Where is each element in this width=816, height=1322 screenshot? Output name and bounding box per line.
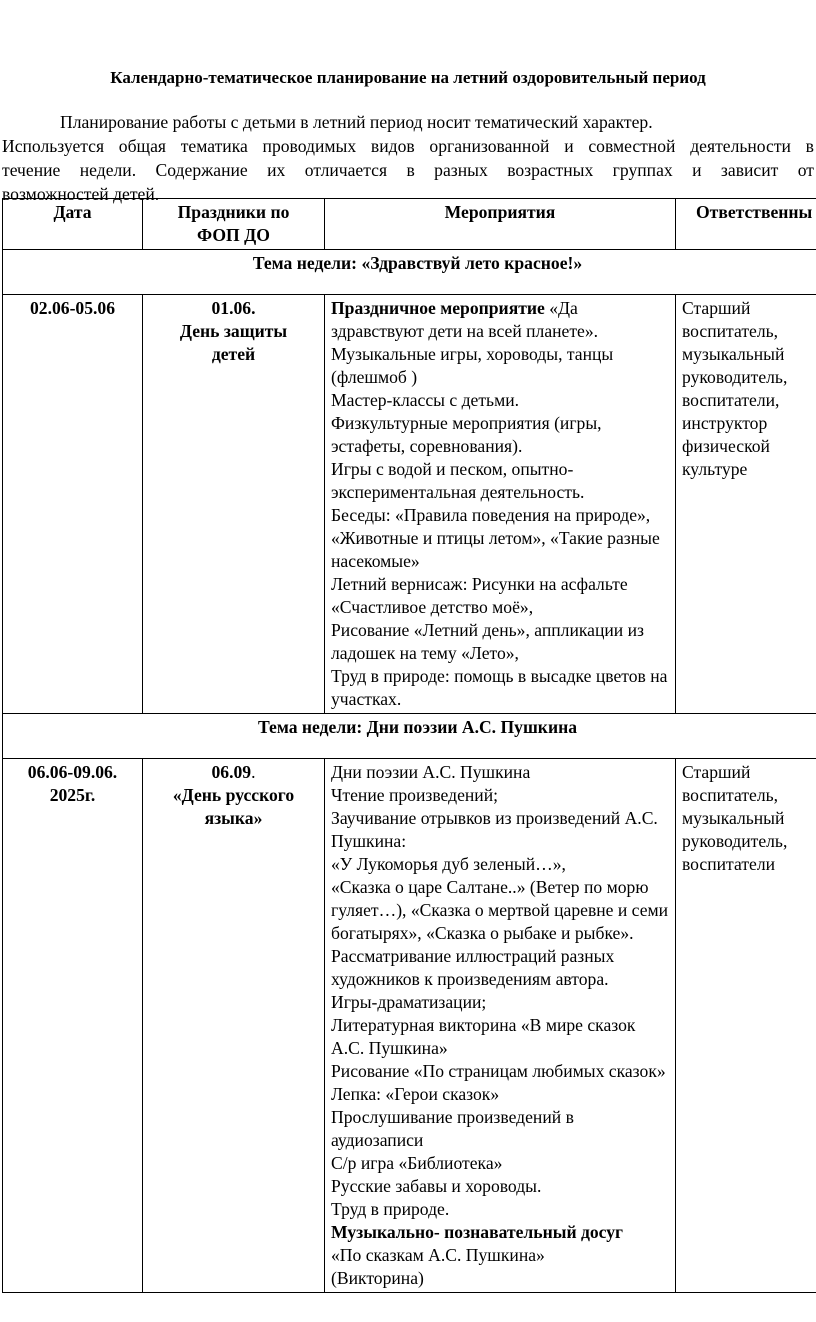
event-item: Труд в природе: помощь в высадке цветов на участках.: [331, 666, 668, 709]
week-theme: [3, 250, 816, 295]
event-item: Дни поэзии А.С. Пушкина: [331, 762, 531, 782]
date-line: 06.06-09.06.: [27, 762, 118, 782]
row-responsible: [676, 295, 816, 714]
row-events: [325, 295, 676, 714]
event-item: Труд в природе.: [331, 1199, 450, 1219]
responsible-line: физической: [682, 436, 770, 456]
event-text: «Да здравствуют дети на всей планете».: [331, 298, 599, 341]
event-item: «По сказкам А.С. Пушкина»: [331, 1245, 545, 1265]
holiday-date-dot: .: [251, 762, 256, 782]
intro-line: возможностей детей.: [2, 184, 160, 204]
event-bold: Праздничное мероприятие: [331, 298, 550, 318]
holiday-line: языка»: [204, 808, 263, 828]
event-item: «У Лукоморья дуб зеленый…»,: [331, 854, 566, 874]
theme-row: [3, 714, 816, 759]
header-events: Мероприятия: [325, 199, 676, 250]
responsible-line: воспитатель,: [682, 785, 779, 805]
event-item: Физкультурные мероприятия (игры, эстафеты, соревнования).: [331, 413, 602, 456]
date-line: 2025г.: [49, 785, 96, 805]
intro-line: течение недели. Содержание их отличается в разных возрастных группах и зависит от: [2, 160, 814, 180]
row-holiday: [143, 759, 325, 1293]
event-bold: Музыкально- познавательный досуг: [331, 1222, 624, 1242]
holiday-date-text: 06.09: [211, 762, 252, 782]
theme-text: Дни поэзии А.С. Пушкина: [366, 717, 578, 737]
responsible-line: Старший: [682, 298, 751, 318]
event-item: Прослушивание произведений в аудиозаписи: [331, 1107, 574, 1150]
responsible-line: руководитель,: [682, 831, 788, 851]
event-item: Мастер-классы с детьми.: [331, 390, 520, 410]
event-item: Беседы: «Правила поведения на природе», «Животные и птицы летом», «Такие разные насекомые»: [331, 505, 660, 571]
event-item: Игры с водой и песком, опытно-экспериментальная деятельность.: [331, 459, 585, 502]
event-item: Игры-драматизации;: [331, 992, 487, 1012]
holiday-line: День защиты: [179, 321, 288, 341]
header-date: Дата: [3, 199, 143, 250]
header-holidays-line: ФОП ДО: [197, 225, 270, 245]
event-item: Летний вернисаж: Рисунки на асфальте «Счастливое детство моё»,: [331, 574, 628, 617]
event-item: Литературная викторина «В мире сказок А.С. Пушкина»: [331, 1015, 636, 1058]
responsible-line: воспитатели,: [682, 390, 780, 410]
responsible-line: инструктор: [682, 413, 768, 433]
responsible-line: воспитатели: [682, 854, 776, 874]
event-item: С/р игра «Библиотека»: [331, 1153, 503, 1173]
event-item: Рисование «Летний день», аппликации из ладошек на тему «Лето»,: [331, 620, 644, 663]
event-item: [331, 297, 669, 343]
page-title: Календарно-тематическое планирование на летний оздоровительный период: [110, 68, 706, 87]
row-date: [3, 759, 143, 1293]
table-header-row: [3, 199, 816, 250]
event-item: Музыкальные игры, хороводы, танцы (флешмоб ): [331, 344, 614, 387]
row-holiday: [143, 295, 325, 714]
table-row: [3, 295, 816, 714]
intro-line: Используется общая тематика проводимых видов организованной и совместной деятельности в: [2, 136, 814, 156]
theme-label: Тема недели:: [257, 717, 367, 737]
responsible-line: Старший: [682, 762, 751, 782]
holiday-line: детей: [211, 344, 256, 364]
event-item: Рисование «По страницам любимых сказок»: [331, 1061, 666, 1081]
row-events: [325, 759, 676, 1293]
header-holidays-line: Праздники по: [177, 202, 290, 222]
responsible-line: музыкальный: [682, 344, 785, 364]
event-item: Рассматривание иллюстраций разных художников к произведениям автора.: [331, 946, 615, 989]
responsible-line: воспитатель,: [682, 321, 779, 341]
event-item: Чтение произведений;: [331, 785, 499, 805]
holiday-line: «День русского: [172, 785, 295, 805]
intro-paragraph: [2, 110, 814, 206]
theme-text: «Здравствуй лето красное!»: [361, 253, 583, 273]
holiday-date: 01.06.: [211, 298, 256, 318]
table-row: [3, 759, 816, 1293]
event-item: «Сказка о царе Салтане..» (Ветер по морю гуляет…), «Сказка о мертвой царевне и семи богатырях», «Сказка о рыбаке и рыбке».: [331, 877, 669, 943]
responsible-line: музыкальный: [682, 808, 785, 828]
week-theme: [3, 714, 816, 759]
plan-table: [2, 198, 816, 1293]
event-item: Русские забавы и хороводы.: [331, 1176, 542, 1196]
row-responsible: [676, 759, 816, 1293]
holiday-date: [149, 761, 318, 784]
intro-line: Планирование работы с детьми в летний период носит тематический характер.: [60, 112, 653, 132]
responsible-line: руководитель,: [682, 367, 788, 387]
header-responsible: Ответственны: [676, 199, 816, 250]
event-item: (Викторина): [331, 1268, 424, 1288]
theme-row: [3, 250, 816, 295]
theme-label: Тема недели:: [252, 253, 362, 273]
row-date: 02.06-05.06: [3, 295, 143, 714]
event-item-bold: [331, 1221, 669, 1244]
event-item: Лепка: «Герои сказок»: [331, 1084, 500, 1104]
event-item: Заучивание отрывков из произведений А.С. Пушкина:: [331, 808, 658, 851]
header-holidays: [143, 199, 325, 250]
responsible-line: культуре: [682, 459, 748, 479]
